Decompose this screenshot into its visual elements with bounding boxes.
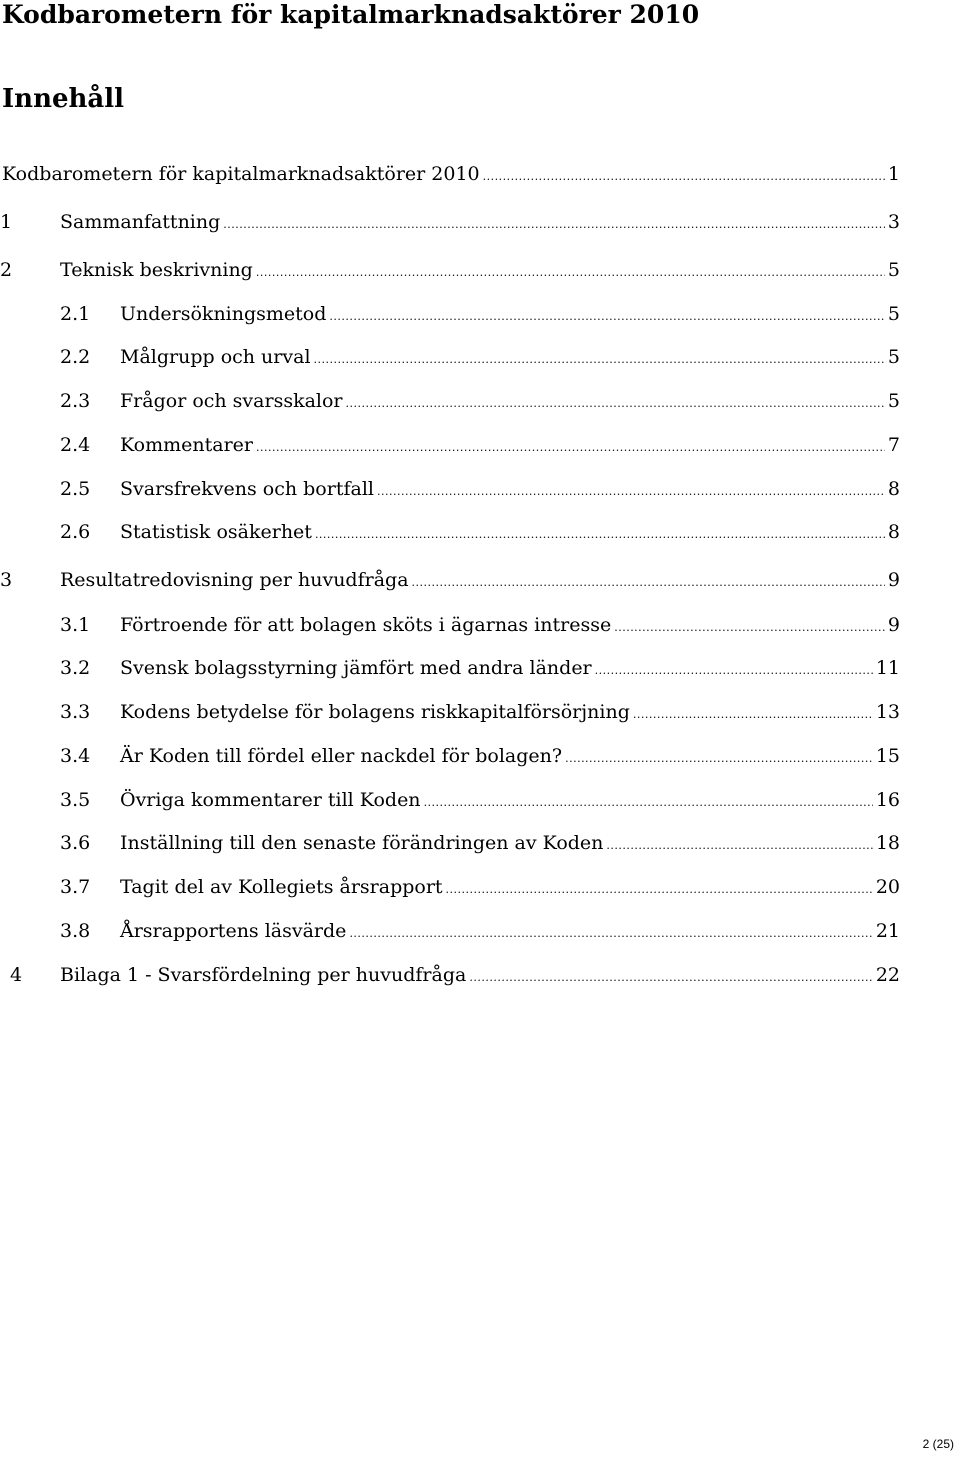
toc-dot-leader: [412, 569, 885, 597]
toc-entry-3[interactable]: [0, 566, 900, 594]
toc-entry-2[interactable]: [0, 256, 900, 284]
toc-entry-2-4[interactable]: [0, 431, 900, 459]
toc-entry-3-8[interactable]: [0, 917, 900, 945]
toc-entry-page: 22: [875, 964, 900, 986]
toc-entry-text: Övriga kommentarer till Koden: [120, 789, 421, 811]
toc-entry-page: 15: [875, 745, 900, 767]
toc-entry-text: Kodens betydelse för bolagens riskkapitalförsörjning: [120, 701, 630, 723]
toc-entry-3-3[interactable]: [0, 698, 900, 726]
toc-dot-leader: [446, 876, 873, 904]
toc-dot-leader: [314, 346, 885, 374]
toc-entry-number: 3.1: [60, 614, 91, 636]
toc-dot-leader: [614, 614, 885, 642]
toc-entry-page: 5: [887, 259, 900, 281]
toc-entry-number: 4: [10, 964, 23, 986]
toc-dot-leader: [349, 920, 872, 948]
toc-entry-page: 3: [887, 211, 900, 233]
toc-entry-text: Målgrupp och urval: [120, 346, 311, 368]
toc-entry-number: 2.4: [60, 434, 91, 456]
toc-dot-leader: [256, 434, 885, 462]
toc-entry-page: 9: [887, 614, 900, 636]
toc-entry-2-1[interactable]: [0, 300, 900, 328]
toc-entry-text: Svensk bolagsstyrning jämfört med andra länder: [120, 657, 592, 679]
toc-entry-number: 2: [0, 259, 13, 281]
toc-entry-number: 3.4: [60, 745, 91, 767]
toc-entry-text: Sammanfattning: [60, 211, 221, 233]
toc-entry-page: 7: [887, 434, 900, 456]
toc-dot-leader: [595, 657, 873, 685]
toc-entry-page: 20: [875, 876, 900, 898]
toc-entry-2-5[interactable]: [0, 475, 900, 503]
toc-entry-page: 11: [875, 657, 900, 679]
toc-entry-1[interactable]: [0, 208, 900, 236]
toc-entry-text: Kodbarometern för kapitalmarknadsaktörer 2010: [2, 163, 480, 185]
toc-entry-text: Inställning till den senaste förändringen av Koden: [120, 832, 604, 854]
toc-entry-number: 3.8: [60, 920, 91, 942]
toc-entry-text: Statistisk osäkerhet: [120, 521, 312, 543]
toc-dot-leader: [565, 745, 873, 773]
toc-entry-3-7[interactable]: [0, 873, 900, 901]
toc-entry-3-4[interactable]: [0, 742, 900, 770]
toc-entry-page: 5: [887, 346, 900, 368]
toc-entry-page: 13: [875, 701, 900, 723]
toc-dot-leader: [633, 701, 873, 729]
toc-dot-leader: [377, 478, 885, 506]
toc-entry-2-3[interactable]: [0, 387, 900, 415]
toc-dot-leader: [346, 390, 885, 418]
toc-entry-number: 3.2: [60, 657, 91, 679]
toc-entry-3-1[interactable]: [0, 611, 900, 639]
toc-entry-page: 5: [887, 303, 900, 325]
toc-entry-3-2[interactable]: [0, 654, 900, 682]
toc-entry-number: 3.6: [60, 832, 91, 854]
toc-entry-number: 3.3: [60, 701, 91, 723]
toc-entry-4[interactable]: [0, 961, 900, 989]
toc-dot-leader: [329, 303, 885, 331]
toc-entry-number: 2.3: [60, 390, 91, 412]
toc-entry-text: Årsrapportens läsvärde: [120, 920, 347, 942]
toc-entry-number: 3.5: [60, 789, 91, 811]
toc-entry-3-5[interactable]: [0, 786, 900, 814]
toc-entry-number: 2.2: [60, 346, 91, 368]
toc-entry-page: 21: [875, 920, 900, 942]
toc-heading: Innehåll: [2, 84, 125, 114]
toc-entry-number: 1: [0, 211, 13, 233]
toc-entry-text: Svarsfrekvens och bortfall: [120, 478, 374, 500]
document-title: Kodbarometern för kapitalmarknadsaktörer 2010: [2, 0, 700, 29]
toc-dot-leader: [223, 211, 885, 239]
toc-dot-leader: [256, 259, 885, 287]
toc-dot-leader: [469, 964, 872, 992]
toc-dot-leader: [315, 521, 885, 549]
toc-dot-leader: [424, 789, 873, 817]
toc-entry-2-2[interactable]: [0, 343, 900, 371]
toc-entry-number: 2.5: [60, 478, 91, 500]
toc-entry-text: Bilaga 1 - Svarsfördelning per huvudfråga: [60, 964, 467, 986]
toc-entry-text: Förtroende för att bolagen sköts i ägarnas intresse: [120, 614, 612, 636]
toc-dot-leader: [606, 832, 872, 860]
toc-entry-text: Är Koden till fördel eller nackdel för bolagen?: [120, 745, 563, 767]
toc-entry-text: Teknisk beskrivning: [60, 259, 253, 281]
toc-entry-page: 16: [875, 789, 900, 811]
toc-entry-number: 2.1: [60, 303, 91, 325]
toc-entry-page: 18: [875, 832, 900, 854]
toc-entry-3-6[interactable]: [0, 829, 900, 857]
toc-entry-number: 3: [0, 569, 13, 591]
toc-entry-page: 8: [887, 521, 900, 543]
toc-entry-page: 1: [887, 163, 900, 185]
toc-entry-page: 5: [887, 390, 900, 412]
toc-entry-number: 2.6: [60, 521, 91, 543]
toc-entry-number: 3.7: [60, 876, 91, 898]
toc-entry-text: Frågor och svarsskalor: [120, 390, 343, 412]
toc-entry-2-6[interactable]: [0, 518, 900, 546]
toc-entry-text: Tagit del av Kollegiets årsrapport: [120, 876, 443, 898]
toc-entry-page: 8: [887, 478, 900, 500]
toc-entry-text: Kommentarer: [120, 434, 254, 456]
toc-dot-leader: [483, 163, 885, 191]
toc-entry-title[interactable]: [0, 160, 900, 188]
toc-entry-text: Undersökningsmetod: [120, 303, 327, 325]
page-number-footer: 2 (25): [922, 1437, 954, 1451]
toc-entry-page: 9: [887, 569, 900, 591]
toc-entry-text: Resultatredovisning per huvudfråga: [60, 569, 409, 591]
